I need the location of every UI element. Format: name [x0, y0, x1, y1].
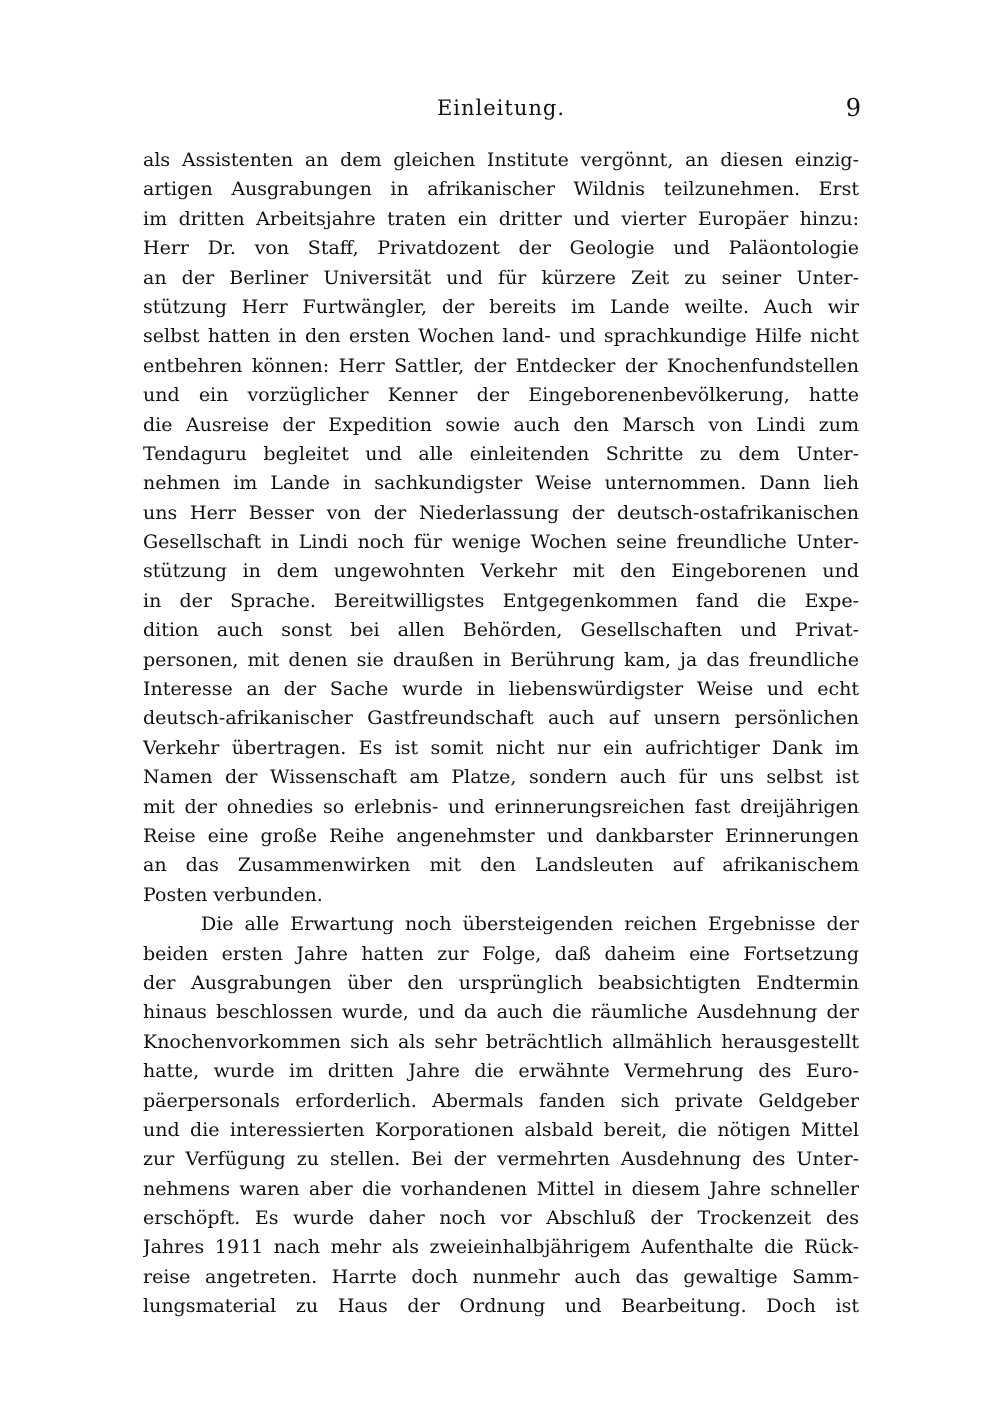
text-line: stützung Herr Furtwängler, der bereits im Lande weilte. Auch wir	[143, 295, 859, 318]
text-line: und ein vorzüglicher Kenner der Eingeborenenbevölkerung, hatte	[143, 384, 859, 407]
text-line: dition auch sonst bei allen Behörden, Gesellschaften und Privat-	[143, 619, 859, 642]
text-line: hinaus beschlossen wurde, und da auch die räumliche Ausdehnung der	[143, 1001, 859, 1024]
text-line: als Assistenten an dem gleichen Institute vergönnt, an diesen einzig-	[143, 149, 859, 171]
text-line: uns Herr Besser von der Niederlassung der deutsch-ostafrikanischen	[143, 501, 859, 524]
running-title: Einleitung.	[436, 96, 566, 120]
text-line: Gesellschaft in Lindi noch für wenige Wochen seine freundliche Unter-	[143, 531, 859, 554]
text-line: Interesse an der Sache wurde in liebenswürdigster Weise und echt	[143, 678, 859, 701]
text-line: und die interessierten Korporationen alsbald bereit, die nötigen Mittel	[143, 1118, 859, 1141]
text-line: Reise eine große Reihe angenehmster und dankbarster Erinnerungen	[143, 824, 859, 847]
body-text	[143, 146, 859, 1322]
text-line: Verkehr übertragen. Es ist somit nicht nur ein aufrichtiger Dank im	[143, 736, 859, 759]
text-line: personen, mit denen sie draußen in Berührung kam, ja das freundliche	[143, 648, 859, 671]
text-line: entbehren können: Herr Sattler, der Entdecker der Knochenfundstellen	[143, 354, 859, 377]
text-line: Herr Dr. von Staff, Privatdozent der Geologie und Paläontologie	[143, 237, 859, 260]
running-head	[143, 96, 859, 126]
text-line: päerpersonals erforderlich. Abermals fanden sich private Geldgeber	[143, 1089, 859, 1112]
text-line: stützung in dem ungewohnten Verkehr mit den Eingeborenen und	[143, 560, 859, 583]
text-line: die Ausreise der Expedition sowie auch den Marsch von Lindi zum	[143, 413, 859, 436]
text-line: der Ausgrabungen über den ursprünglich beabsichtigten Endtermin	[143, 971, 859, 994]
text-line: artigen Ausgrabungen in afrikanischer Wildnis teilzunehmen. Erst	[143, 178, 859, 201]
text-line: beiden ersten Jahre hatten zur Folge, daß daheim eine Fortsetzung	[143, 942, 859, 965]
text-line: selbst hatten in den ersten Wochen land- und sprachkundige Hilfe nicht	[143, 325, 859, 348]
text-line: Posten verbunden.	[143, 883, 323, 906]
text-line: Namen der Wissenschaft am Platze, sondern auch für uns selbst ist	[143, 766, 859, 789]
text-line: Jahres 1911 nach mehr als zweieinhalbjährigem Aufenthalte die Rück-	[143, 1236, 859, 1259]
text-line: nehmen im Lande in sachkundigster Weise unternommen. Dann lieh	[143, 472, 859, 495]
text-line: Knochenvorkommen sich als sehr beträchtlich allmählich herausgestellt	[143, 1030, 859, 1053]
text-line: reise angetreten. Harrte doch nunmehr auch das gewaltige Samm-	[143, 1265, 859, 1288]
text-line: zur Verfügung zu stellen. Bei der vermehrten Ausdehnung des Unter-	[143, 1148, 859, 1171]
text-line: erschöpft. Es wurde daher noch vor Abschluß der Trockenzeit des	[143, 1207, 859, 1230]
page-number: 9	[845, 94, 861, 122]
paragraph-first-line: Die alle Erwartung noch übersteigenden reichen Ergebnisse der	[201, 913, 859, 936]
text-line: Tendaguru begleitet und alle einleitenden Schritte zu dem Unter-	[143, 442, 859, 465]
text-line: an der Berliner Universität und für kürzere Zeit zu seiner Unter-	[143, 266, 859, 289]
text-line: lungsmaterial zu Haus der Ordnung und Bearbeitung. Doch ist	[143, 1295, 859, 1318]
text-line: in der Sprache. Bereitwilligstes Entgegenkommen fand die Expe-	[143, 589, 859, 612]
text-line: mit der ohnedies so erlebnis- und erinnerungsreichen fast dreijährigen	[143, 795, 859, 818]
text-line: im dritten Arbeitsjahre traten ein dritter und vierter Europäer hinzu:	[143, 207, 859, 230]
text-line: hatte, wurde im dritten Jahre die erwähnte Vermehrung des Euro-	[143, 1060, 859, 1083]
text-line: an das Zusammenwirken mit den Landsleuten auf afrikanischem	[143, 854, 859, 877]
text-line: deutsch-afrikanischer Gastfreundschaft auch auf unsern persönlichen	[143, 707, 859, 730]
text-line: nehmens waren aber die vorhandenen Mittel in diesem Jahre schneller	[143, 1177, 859, 1200]
